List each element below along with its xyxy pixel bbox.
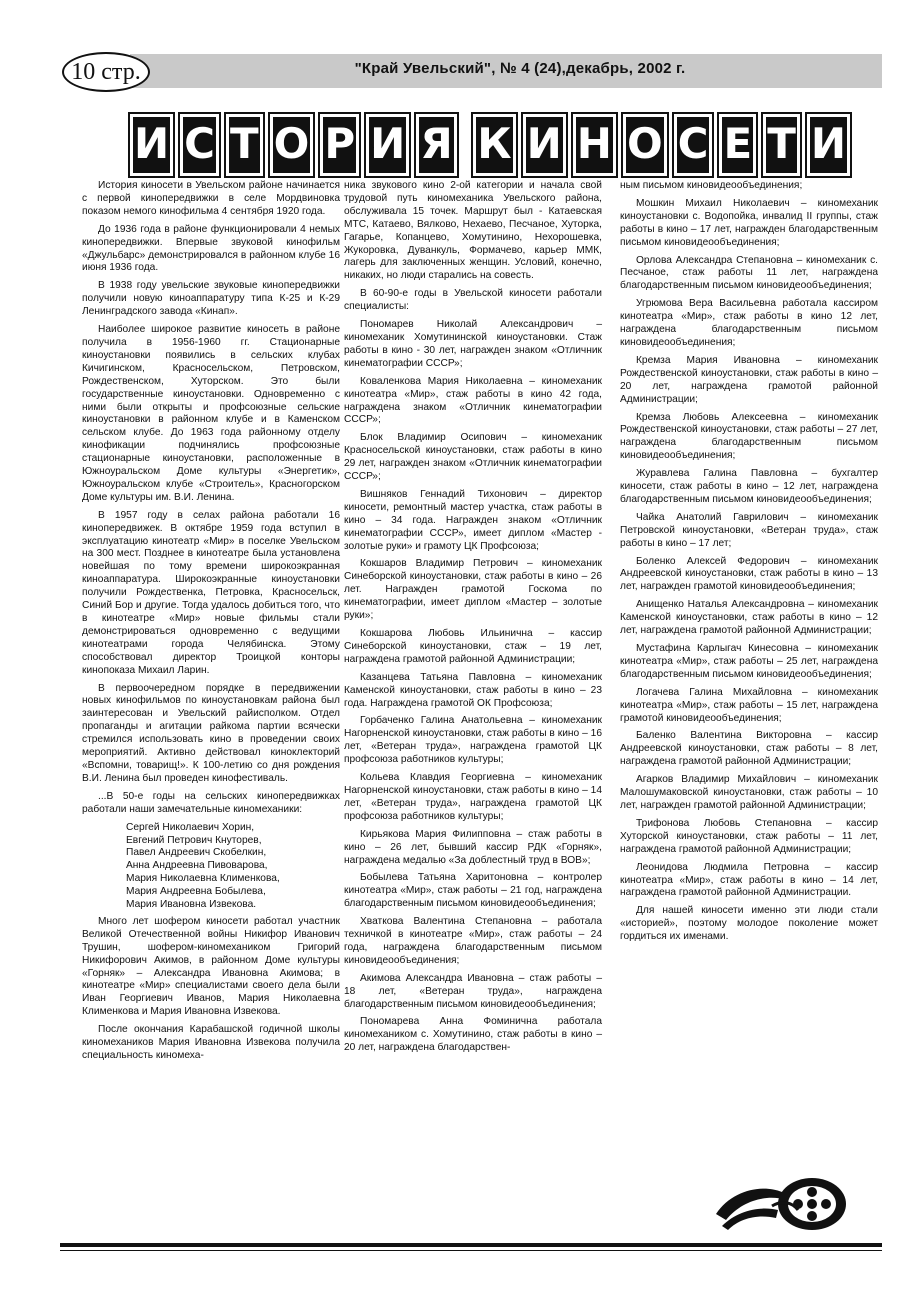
paragraph: Наиболее широкое развитие киносеть в районе получила в 1956-1960 гг. Стационарные киноустановки появились в сельских клубах Кичигинском, Красносельском, Петровском, Рождественском, Хуторском. Это были государственные киноустановки. Одновременно с ними были открыты и профсоюзные сельские киноустановки в районном клубе и в Каменском сельском клубе. До 1963 года районному отделу кинофикации подчинялись профсоюзные стационарные киноустановки, расположенные в Южноуральском Доме культуры «Энергетик», Южноуральском клубе «Строитель», Красногорском Доме культуры им. В.И. Ленина. <box>82 324 340 503</box>
paragraph: Чайка Анатолий Гаврилович – киномеханик Петровской киноустановки, «Ветеран труда», стаж работы в кино – 17 лет; <box>620 511 878 549</box>
paragraph: Угрюмова Вера Васильевна работала кассиром кинотеатра «Мир», стаж работы в кино 12 лет, награждена благодарственным письмом киновидеообъединения; <box>620 298 878 348</box>
paragraph: В 60-90-е годы в Увельской киносети работали специалисты: <box>344 288 602 313</box>
column-2 <box>344 180 602 1060</box>
list-item: Мария Ивановна Извекова. <box>126 899 257 911</box>
paragraph: Кремза Любовь Алексеевна – киномеханик Рождественской киноустановки, стаж работы – 27 лет, награждена благодарственным письмом киновидеообъединения; <box>620 411 878 462</box>
paragraph: Пономарев Николай Александрович – киномеханик Хомутининской киноустановки. Стаж работы в кино - 30 лет, награжден знаком «Отличник кинематографии СССР»; <box>344 319 602 369</box>
paragraph: Горбаченко Галина Анатольевна – киномеханик Нагорненской киноустановки, стаж работы в кино – 16 лет, «Ветеран труда», награждена грамотой ЦК профсоюза работников культуры; <box>344 715 602 766</box>
headline-letter: Р <box>318 112 361 178</box>
masthead: "Край Увельский", № 4 (24),декабрь, 2002 г. <box>354 60 686 77</box>
list-item: Анна Андреевна Пивоварова, <box>126 860 268 872</box>
headline-letter: И <box>805 112 852 178</box>
headline-word-2 <box>471 112 852 178</box>
headline-letter: С <box>178 112 221 178</box>
paragraph: Бобылева Татьяна Харитоновна – контролер кинотеатра «Мир», стаж работы – 21 год, награждена благодарственным письмом киновидеообъединения; <box>344 872 602 910</box>
headline-letter: Н <box>571 112 618 178</box>
headline-letter: К <box>471 112 517 178</box>
paragraph: Мошкин Михаил Николаевич – киномеханик киноустановки с. Водопойка, инвалид II группы, стаж работы в кино – 17 лет, награжден благодарственным письмом киновидеообъединения; <box>620 197 878 248</box>
headline-letter: И <box>364 112 411 178</box>
paragraph: Коваленкова Мария Николаевна – киномеханик кинотеатра «Мир», стаж работы в кино 42 года, награждена знаком «Отличник кинематографии СССР»; <box>344 375 602 426</box>
paragraph: Журавлева Галина Павловна – бухгалтер киносети, стаж работы в кино – 12 лет, награждена благодарственным письмом киновидеообъединения; <box>620 468 878 505</box>
bottom-rule-thin <box>60 1250 882 1251</box>
paragraph: Анищенко Наталья Александровна – киномеханик Каменской киноустановки, стаж работы в кино – 12 лет, награждена грамотой районной Администрации; <box>620 599 878 637</box>
paragraph: ным письмом киновидеообъединения; <box>620 180 803 191</box>
film-reel-icon <box>712 1170 862 1236</box>
headline <box>128 112 852 178</box>
paragraph: Агарков Владимир Михайлович – киномеханик Малошумаковской киноустановки, стаж работы – 10 лет, награжден грамотой районной Администрации; <box>620 774 878 811</box>
headline-letter: Я <box>414 112 458 178</box>
list-item: Мария Николаевна Клименкова, <box>126 873 280 885</box>
paragraph: Логачева Галина Михайловна – киномеханик кинотеатра «Мир», стаж работы – 15 лет, награждена грамотой киновидеообъединения; <box>620 686 878 724</box>
paragraph: Кирьякова Мария Филипповна – стаж работы в кино – 26 лет, бывший кассир РДК «Горняк», награждена медалью «За доблестный труд в ВОВ»; <box>344 828 602 866</box>
paragraph: До 1936 года в районе функционировали 4 немых кинопередвижки. Впервые звуковой кинофильм «Джульбарс» демонстрировался в районном клубе 16 июня 1936 года. <box>82 223 340 274</box>
paragraph: Баленко Валентина Викторовна – кассир Андреевской киноустановки, стаж работы – 8 лет, награждена грамотой районной Администрации; <box>620 730 878 768</box>
paragraph: Много лет шофером киносети работал участник Великой Отечественной войны Никифор Иванович Трушин, шофером-киномехаником Григорий Никифорович Акимов, в районном Доме культуры «Горняк» – Александра Ивановна Акимова; в кинотеатре «Мир» специалистами своего дела были Иван Георгиевич Иванов, Мария Николаевна Клименкова и Мария Ивановна Извекова. <box>82 915 340 1018</box>
paragraph: Кольева Клавдия Георгиевна – киномеханик Нагорненской киноустановки, стаж работы в кино – 14 лет, «Ветеран труда», награждена грамотой ЦК профсоюза работников культуры; <box>344 772 602 822</box>
mechanics-list <box>82 822 340 912</box>
headline-letter: И <box>128 112 175 178</box>
column-3 <box>620 180 878 949</box>
paragraph: Для нашей киносети именно эти люди стали «историей», поэтому молодое поколение может гордиться их именами. <box>620 905 878 943</box>
paragraph: Леонидова Людмила Петровна – кассир кинотеатра «Мир», стаж работы в кино – 14 лет, награждена грамотой районной Администрации. <box>620 861 878 899</box>
headline-letter: Т <box>224 112 265 178</box>
paragraph: Пономарева Анна Фоминична работала киномехаником с. Хомутинино, стаж работы в кино – 20 лет, награждена благодарствен- <box>344 1016 602 1054</box>
headline-letter: О <box>621 112 669 178</box>
paragraph: Кокшарова Любовь Ильинична – кассир Синеборской киноустановки, стаж – 19 лет, награждена грамотой районной Администрации; <box>344 628 602 665</box>
paragraph: После окончания Карабашской годичной школы киномехаников Мария Ивановна Извекова получила специальность киномеха- <box>82 1024 340 1061</box>
paragraph: Кокшаров Владимир Петрович – киномеханик Синеборской киноустановки, стаж работы в кино – 26 лет. Награжден грамотой Госкома по кинематографии, имеет диплом «Мастер – золотые руки»; <box>344 558 602 622</box>
paragraph: Кремза Мария Ивановна – киномеханик Рождественской киноустановки, стаж работы в кино – 20 лет, награждена грамотой районной Администрации; <box>620 354 878 405</box>
paragraph: Казанцева Татьяна Павловна – киномеханик Каменской киноустановки, стаж работы в кино – 23 года. Награждена грамотой ОК Профсоюза; <box>344 671 602 709</box>
page-number: 10 стр. <box>62 52 150 92</box>
paragraph: Трифонова Любовь Степановна – кассир Хуторской киноустановки, стаж работы – 11 лет, награждена грамотой районной Администрации; <box>620 817 878 855</box>
list-item: Мария Андреевна Бобылева, <box>126 886 266 898</box>
bottom-rule <box>60 1243 882 1247</box>
paragraph: ника звукового кино 2-ой категории и начала свой трудовой путь киномеханика Увельского района, обслуживала 15 точек. Маршрут был - Катаевская МТС, Катаево, Вялково, Нехаево, Песчаное, Хуторка, Гагарье, Копанцево, Хомутинино, Нехорошевка, Жукоровка, Дуванкуль, Формачево, карьер ММК, лагерь для заключенных женщин. Условий, конечно, никаких, но люди старались на совесть. <box>344 180 602 282</box>
list-item: Сергей Николаевич Хорин, <box>126 821 255 833</box>
column-1 <box>82 180 340 1068</box>
paragraph: В 1957 году в селах района работали 16 кинопередвижек. В октябре 1959 года вступил в эксплуатацию кинотеатр «Мир» в поселке Увельском на 300 мест. Позднее в кинотеатре была установлена новейшая по тому времени широкоэкранная киноаппаратура. Широкоэкранные киноустановки получили Рождественка, Петровка, Красносельск, Синий Бор и другие. Тогда удалось добиться того, что в кинотеатре «Мир» новые фильмы стали демонстрироваться одновременно с ведущими кинотеатрами города Челябинска. Этому способствовал директор Троицкой конторы кинопоказа Михаил Ларин. <box>82 509 340 676</box>
list-item: Павел Андреевич Скобелкин, <box>126 847 267 859</box>
paragraph: Вишняков Геннадий Тихонович – директор киносети, ремонтный мастер участка, стаж работы в кино – 34 года. Награжден знаком «Отличник кинематографии СССР», имеет диплом «Мастер - золотые руки» и грамоту ЦК Профсоюза; <box>344 488 602 552</box>
paragraph: История киносети в Увельском районе начинается с первой кинопередвижки в селе Мордвиновка показом немого кинофильма 4 сентября 1920 года. <box>82 180 340 217</box>
paragraph: Акимова Александра Ивановна – стаж работы – 18 лет, «Ветеран труда», награждена благодарственным письмом киновидеообъединения; <box>344 972 602 1010</box>
headline-letter: Т <box>761 112 802 178</box>
paragraph: Орлова Александра Степановна – киномеханик с. Песчаное, стаж работы 11 лет, награждена благодарственным письмом киновидеообъединения; <box>620 254 878 292</box>
paragraph: Блок Владимир Осипович – киномеханик Красносельской киноустановки, стаж работы в кино 29 лет, награжден знаком «Отличник кинематографии СССР»; <box>344 432 602 483</box>
paragraph: Боленко Алексей Федорович – киномеханик Андреевской киноустановки, стаж работы в кино – 13 лет, награжден грамотой киновидеообъединения; <box>620 555 878 593</box>
paragraph: В 1938 году увельские звуковые кинопередвижки получили новую киноаппаратуру типа К-25 и К-29 Ленинградского завода «Кинап». <box>82 280 340 318</box>
headline-word-1 <box>128 112 459 178</box>
paragraph: Мустафина Карлыгач Кинесовна – киномеханик кинотеатра «Мир», стаж работы – 25 лет, награждена благодарственным письмом киновидеообъединения; <box>620 643 878 680</box>
paragraph: ...В 50-е годы на сельских кинопередвижках работали наши замечательные киномеханики: <box>82 790 340 815</box>
paragraph: В первоочередном порядке в передвижении новых кинофильмов по киноустановкам района был заинтересован и Увельский райисполком. Отдел пропаганды и агитации райкома партии всячески стремился использовать кино в проведении своих мероприятий. Активно действовал киноклекторий «Вспомни, товарищ!». К 100-летию со дня рождения В.И. Ленина был проведен кинофестиваль. <box>82 682 340 784</box>
headline-letter: Е <box>717 112 758 178</box>
headline-letter: С <box>672 112 715 178</box>
paragraph: Хваткова Валентина Степановна – работала техничкой в кинотеатре «Мир», стаж работы – 24 года, награждена благодарственным письмом киновидеообъединения; <box>344 916 602 966</box>
headline-letter: О <box>268 112 316 178</box>
headline-letter: И <box>521 112 568 178</box>
list-item: Евгений Петрович Кнуторев, <box>126 834 262 846</box>
